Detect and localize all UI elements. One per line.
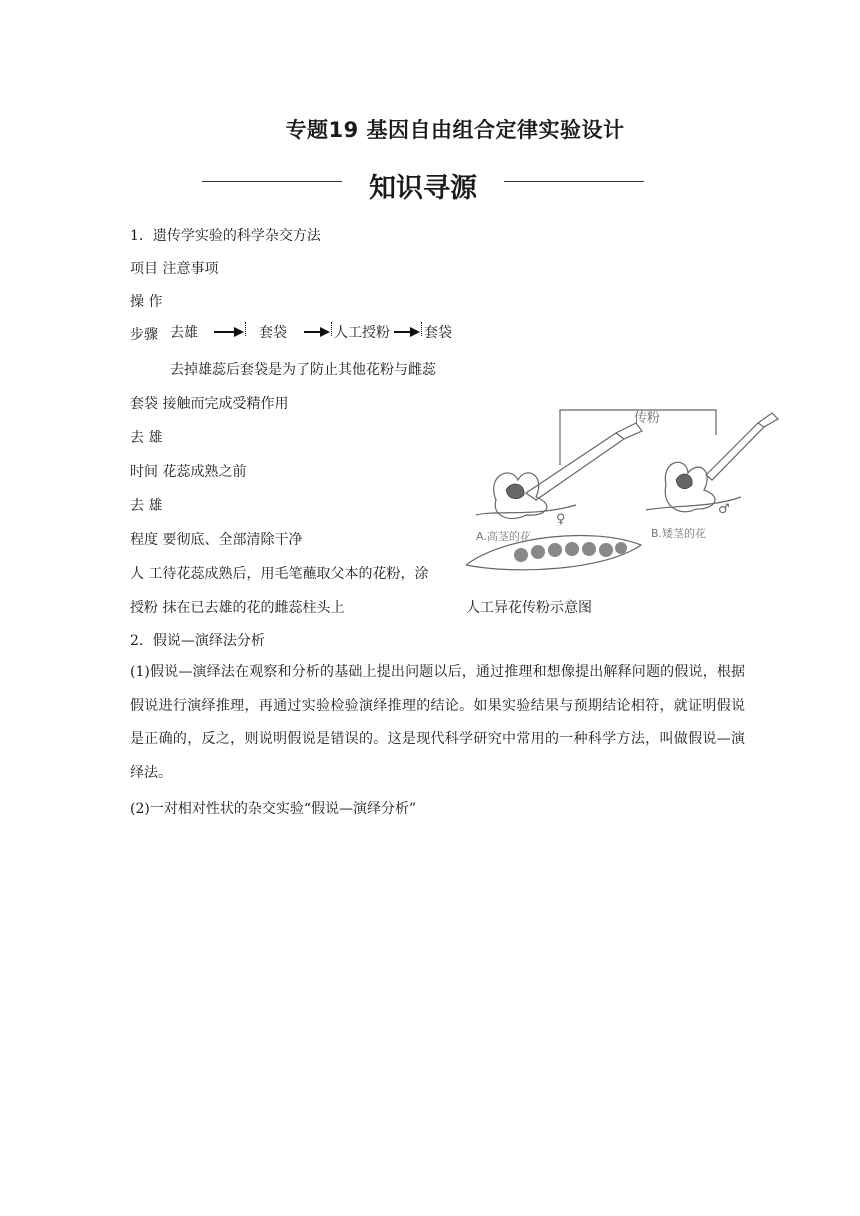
table-header: 项目 注意事项 bbox=[130, 261, 219, 277]
step-bagging-2: 套袋 bbox=[424, 325, 452, 341]
pollination-illustration bbox=[466, 405, 784, 580]
banner-rule-left bbox=[202, 181, 342, 182]
arrow-icon bbox=[304, 325, 330, 339]
arrow-icon bbox=[214, 325, 244, 339]
step-bagging: 套袋 bbox=[259, 325, 287, 341]
row-steps-label: 步骤 bbox=[130, 327, 158, 343]
dotted-divider bbox=[245, 322, 246, 336]
dotted-divider bbox=[421, 322, 422, 336]
female-symbol: ♀ bbox=[556, 512, 566, 527]
row-pollination-text-2: 授粉 抹在已去雄的花的雌蕊柱头上 bbox=[130, 600, 345, 616]
dotted-divider bbox=[331, 322, 332, 336]
section2-heading: 2．假说—演绎法分析 bbox=[130, 633, 265, 649]
pollination-drawing bbox=[466, 405, 784, 580]
banner-text: 知识寻源 bbox=[369, 173, 477, 204]
row-time-label: 去 雄 bbox=[130, 430, 163, 446]
flower-a-label: A.高茎的花 bbox=[476, 530, 531, 543]
row-operation-label: 操 作 bbox=[130, 294, 163, 310]
pollen-label: 传粉 bbox=[634, 411, 661, 426]
banner-rule-right bbox=[504, 181, 644, 182]
flower-b-label: B.矮茎的花 bbox=[651, 527, 707, 540]
row-pollination-text-1: 人 工待花蕊成熟后，用毛笔蘸取父本的花粉，涂 bbox=[130, 566, 429, 582]
step-emasculation: 去雄 bbox=[170, 325, 198, 341]
section1-heading: 1．遗传学实验的科学杂交方法 bbox=[130, 228, 321, 244]
section2-paragraph-1: (1)假说—演绎法在观察和分析的基础上提出问题以后，通过推理和想像提出解释问题的假说，根据假说进行演绎推理，再通过实验检验演绎推理的结论。如果实验结果与预期结论相符，就证明假说是正确的，反之，则说明假说是错误的。这是现代科学研究中常用的一种科学方法，叫做假说—演绎法。 bbox=[130, 664, 745, 781]
arrow-icon bbox=[394, 325, 420, 339]
row-time-text: 时间 花蕊成熟之前 bbox=[130, 464, 247, 480]
male-symbol: ♂ bbox=[718, 502, 730, 517]
figure-caption: 人工异花传粉示意图 bbox=[466, 600, 592, 616]
row-degree-label: 去 雄 bbox=[130, 498, 163, 514]
step-pollination: 人工授粉 bbox=[334, 325, 390, 341]
row-degree-text: 程度 要彻底、全部清除干净 bbox=[130, 532, 303, 548]
section-banner bbox=[200, 166, 648, 202]
page-title: 专题19 基因自由组合定律实验设计 bbox=[285, 118, 625, 142]
section2-paragraph-2: (2)一对相对性状的杂交实验“假说—演绎分析” bbox=[130, 801, 417, 817]
row-bagging-text-1: 去掉雄蕊后套袋是为了防止其他花粉与雌蕊 bbox=[170, 362, 436, 378]
row-bagging-text-2: 套袋 接触而完成受精作用 bbox=[130, 396, 289, 412]
